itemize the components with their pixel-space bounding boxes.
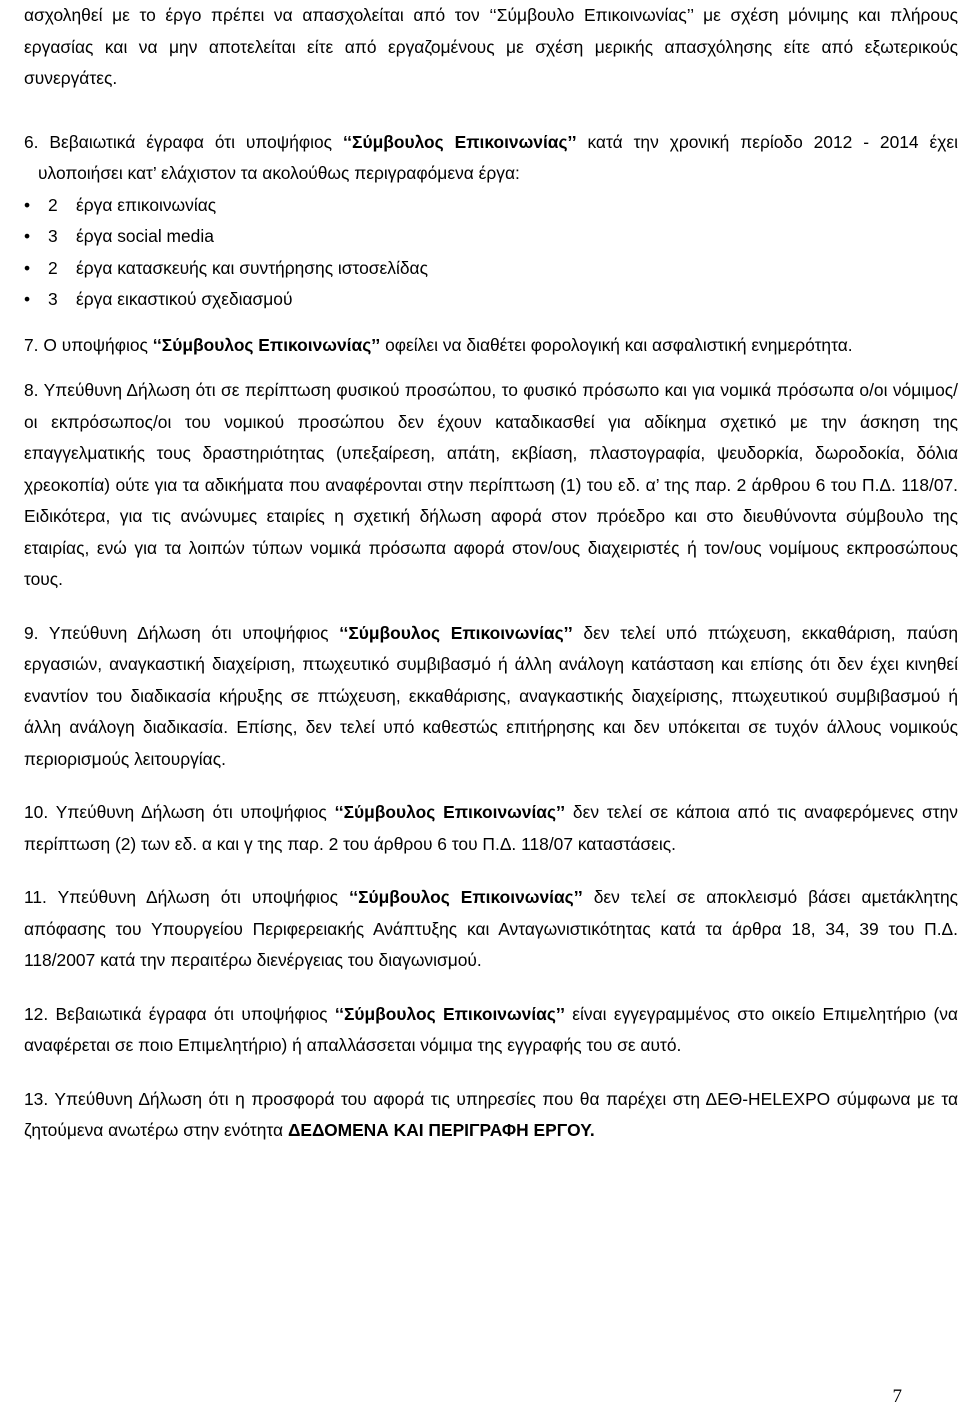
item-7-number: 7. <box>24 334 39 355</box>
list-item <box>24 284 958 316</box>
item-11-text-b: δεν τελεί σε αποκλεισμό βάσει αμετάκλητης απόφασης του Υπουργείου Περιφερειακής Ανάπτυξης και Ανταγωνιστικότητας κατά τα άρθρα 18, 34, 39 του Π.Δ. 118/2007 κατά την περαιτέρω διενέργειας του διαγωνισμού. <box>24 887 959 970</box>
item-7-text-a: Ο υποψήφιος <box>43 334 148 355</box>
item-6: 6. Βεβαιωτικά έγραφα ότι υποψήφιος ‘‘Σύμβουλος Επικοινωνίας’’ κατά την χρονική περίοδο 2012 - 2014 έχει υλοποιήσει κατ’ ελάχιστον τα ακολούθως περιγραφόμενα έργα: <box>24 131 958 183</box>
item-10-text-b: δεν τελεί σε κάποια από τις αναφερόμενες στην περίπτωση (2) των εδ. α και γ της παρ. 2 του άρθρου 6 του Π.Δ. 118/07 καταστάσεις. <box>24 802 958 854</box>
item-12-text-b: είναι εγγεγραμμένος στο οικείο Επιμελητήριο (να αναφέρεται σε ποιο Επιμελητήριο) ή απαλλάσσεται νόμιμα της εγγραφής του σε αυτό. <box>24 1003 958 1055</box>
item-7-role: Σύμβουλος Επικοινωνίας <box>161 334 372 355</box>
list-item <box>24 253 958 285</box>
item-13-number: 13. <box>24 1088 49 1109</box>
item-10-text-a: Υπεύθυνη Δήλωση ότι υποψήφιος <box>55 802 327 822</box>
intro-text: ασχοληθεί με το έργο πρέπει να απασχολείται από τον ‘‘Σύμβουλο Επικοινωνίας’’ με σχέση μόνιμης και πλήρους εργασίας και να μην αποτελείται είτε από εργαζομένους με σχέση μερικής απασχόλησης είτε από εξωτερικούς συνεργάτες. <box>24 5 958 88</box>
bullet-text: έργα επικοινωνίας <box>76 194 217 215</box>
item-12-number: 12. <box>24 1003 49 1024</box>
item-12-text-a: Βεβαιωτικά έγραφα ότι υποψήφιος <box>55 1003 328 1024</box>
bullet-count: 3 <box>48 226 58 246</box>
item-10-role: Σύμβουλος Επικοινωνίας <box>343 802 557 822</box>
item-9-role: Σύμβουλος Επικοινωνίας <box>348 622 564 643</box>
bullet-text: έργα κατασκευής και συντήρησης ιστοσελίδας <box>76 257 428 278</box>
item-7-text-b: οφείλει να διαθέτει φορολογική και ασφαλιστική ενημερότητα. <box>385 334 853 355</box>
list-item <box>24 221 958 253</box>
item-11-role: Σύμβουλος Επικοινωνίας <box>358 887 574 907</box>
item-11-number: 11. <box>24 887 47 907</box>
item-13-text-a: Υπεύθυνη Δήλωση ότι η προσφορά του αφορά τις υπηρεσίες που θα παρέχει στη ΔΕΘ-HELEXPO σύμφωνα με τα ζητούμενα ανωτέρω στην ενότητα <box>24 1088 958 1140</box>
page-number: 7 <box>892 1386 902 1407</box>
item-8 <box>24 375 958 596</box>
item-7: 7. Ο υποψήφιος ‘‘Σύμβουλος Επικοινωνίας’’ οφείλει να διαθέτει φορολογική και ασφαλιστική ενημερότητα. <box>24 334 853 355</box>
bullet-count: 3 <box>48 289 58 309</box>
item-10-number: 10. <box>24 802 49 822</box>
item-6-text-a: Βεβαιωτικά έγραφα ότι υποψήφιος <box>49 131 333 152</box>
list-item <box>24 190 958 222</box>
bullet-count: 2 <box>48 194 58 215</box>
item-9-text-a: Υπεύθυνη Δήλωση ότι υποψήφιος <box>48 622 329 643</box>
bullet-text: έργα social media <box>76 226 214 246</box>
item-9-text-b: δεν τελεί υπό πτώχευση, εκκαθάριση, παύση εργασιών, αναγκαστική διαχείριση, πτωχευτικό συμβιβασμό ή άλλη ανάλογη κατάσταση και επίσης ότι δεν έχει κινηθεί εναντίον του διαδικασία κήρυξης σε πτώχευση, εκκαθάρισης, αναγκαστικής διαχείρισης, πτωχευτικού συμβιβασμού ή άλλη ανάλογη διαδικασία. Επίσης, δεν τελεί υπό καθεστώς επιτήρησης και δεν υπόκειται σε τυχόν άλλους νομικούς περιορισμούς λειτουργίας. <box>24 622 958 769</box>
item-12: 12. Βεβαιωτικά έγραφα ότι υποψήφιος ‘‘Σύμβουλος Επικοινωνίας’’ είναι εγγεγραμμένος στο οικείο Επιμελητήριο (να αναφέρεται σε ποιο Επιμελητήριο) ή απαλλάσσεται νόμιμα της εγγραφής του σε αυτό. <box>24 1003 958 1055</box>
item-8-text: Υπεύθυνη Δήλωση ότι σε περίπτωση φυσικού προσώπου, το φυσικό πρόσωπο και για νομικά πρόσωπα ο/οι νόμιμος/οι εκπρόσωπος/οι του νομικού προσώπου δεν έχουν καταδικασθεί για αδίκημα σχετικό με την άσκηση της επαγγελματικής τους δραστηριότητας (υπεξαίρεση, απάτη, εκβίαση, πλαστογραφία, ψευδορκία, δωροδοκία, δόλια χρεοκοπία) ούτε για τα αδικήματα που αναφέρονται στην περίπτωση (1) του εδ. α’ της παρ. 2 άρθρου 6 του Π.Δ. 118/07. Ειδικότερα, για τις ανώνυμες εταιρίες η σχετική δήλωση αφορά στον πρόεδρο και στο διευθύνοντα σύμβουλο της εταιρίας, ενώ για τα λοιπών τύπων νομικά πρόσωπα αφορά στον/ους διαχειριστές ή τον/ους νομίμους εκπροσώπους τους. <box>24 380 958 589</box>
item-9: 9. Υπεύθυνη Δήλωση ότι υποψήφιος ‘‘Σύμβουλος Επικοινωνίας’’ δεν τελεί υπό πτώχευση, εκκαθάριση, παύση εργασιών, αναγκαστική διαχείριση, πτωχευτικό συμβιβασμό ή άλλη ανάλογη κατάσταση και επίσης ότι δεν έχει κινηθεί εναντίον του διαδικασία κήρυξης σε πτώχευση, εκκαθάρισης, αναγκαστικής διαχείρισης, πτωχευτικού συμβιβασμού ή άλλη ανάλογη διαδικασία. Επίσης, δεν τελεί υπό καθεστώς επιτήρησης και δεν υπόκειται σε τυχόν άλλους νομικούς περιορισμούς λειτουργίας. <box>24 622 958 769</box>
item-11-text-a: Υπεύθυνη Δήλωση ότι υποψήφιος <box>57 887 339 907</box>
item-6-role: Σύμβουλος Επικοινωνίας <box>352 131 568 152</box>
item-13-section-title: ΔΕΔΟΜΕΝΑ ΚΑΙ ΠΕΡΙΓΡΑΦΗ ΕΡΓΟΥ. <box>287 1120 595 1140</box>
intro-paragraph <box>24 0 958 95</box>
item-6-text-b: κατά την χρονική περίοδο 2012 - 2014 έχει υλοποιήσει κατ’ ελάχιστον τα ακολούθως περιγραφόμενα έργα: <box>38 131 958 183</box>
item-8-number: 8. <box>24 380 39 400</box>
item-9-number: 9. <box>24 622 39 643</box>
document-page <box>24 0 958 1147</box>
bullet-count: 2 <box>48 257 58 278</box>
item-10: 10. Υπεύθυνη Δήλωση ότι υποψήφιος ‘‘Σύμβουλος Επικοινωνίας’’ δεν τελεί σε κάποια από τις αναφερόμενες στην περίπτωση (2) των εδ. α και γ της παρ. 2 του άρθρου 6 του Π.Δ. 118/07 καταστάσεις. <box>24 802 958 854</box>
item-6-bullet-list <box>24 190 958 316</box>
item-11: 11. Υπεύθυνη Δήλωση ότι υποψήφιος ‘‘Σύμβουλος Επικοινωνίας’’ δεν τελεί σε αποκλεισμό βάσει αμετάκλητης απόφασης του Υπουργείου Περιφερειακής Ανάπτυξης και Ανταγωνιστικότητας κατά τα άρθρα 18, 34, 39 του Π.Δ. 118/2007 κατά την περαιτέρω διενέργειας του διαγωνισμού. <box>24 887 959 970</box>
item-12-role: Σύμβουλος Επικοινωνίας <box>343 1003 556 1024</box>
item-6-number: 6. <box>24 131 39 152</box>
bullet-text: έργα εικαστικού σχεδιασμού <box>76 289 293 309</box>
item-13 <box>24 1084 958 1147</box>
